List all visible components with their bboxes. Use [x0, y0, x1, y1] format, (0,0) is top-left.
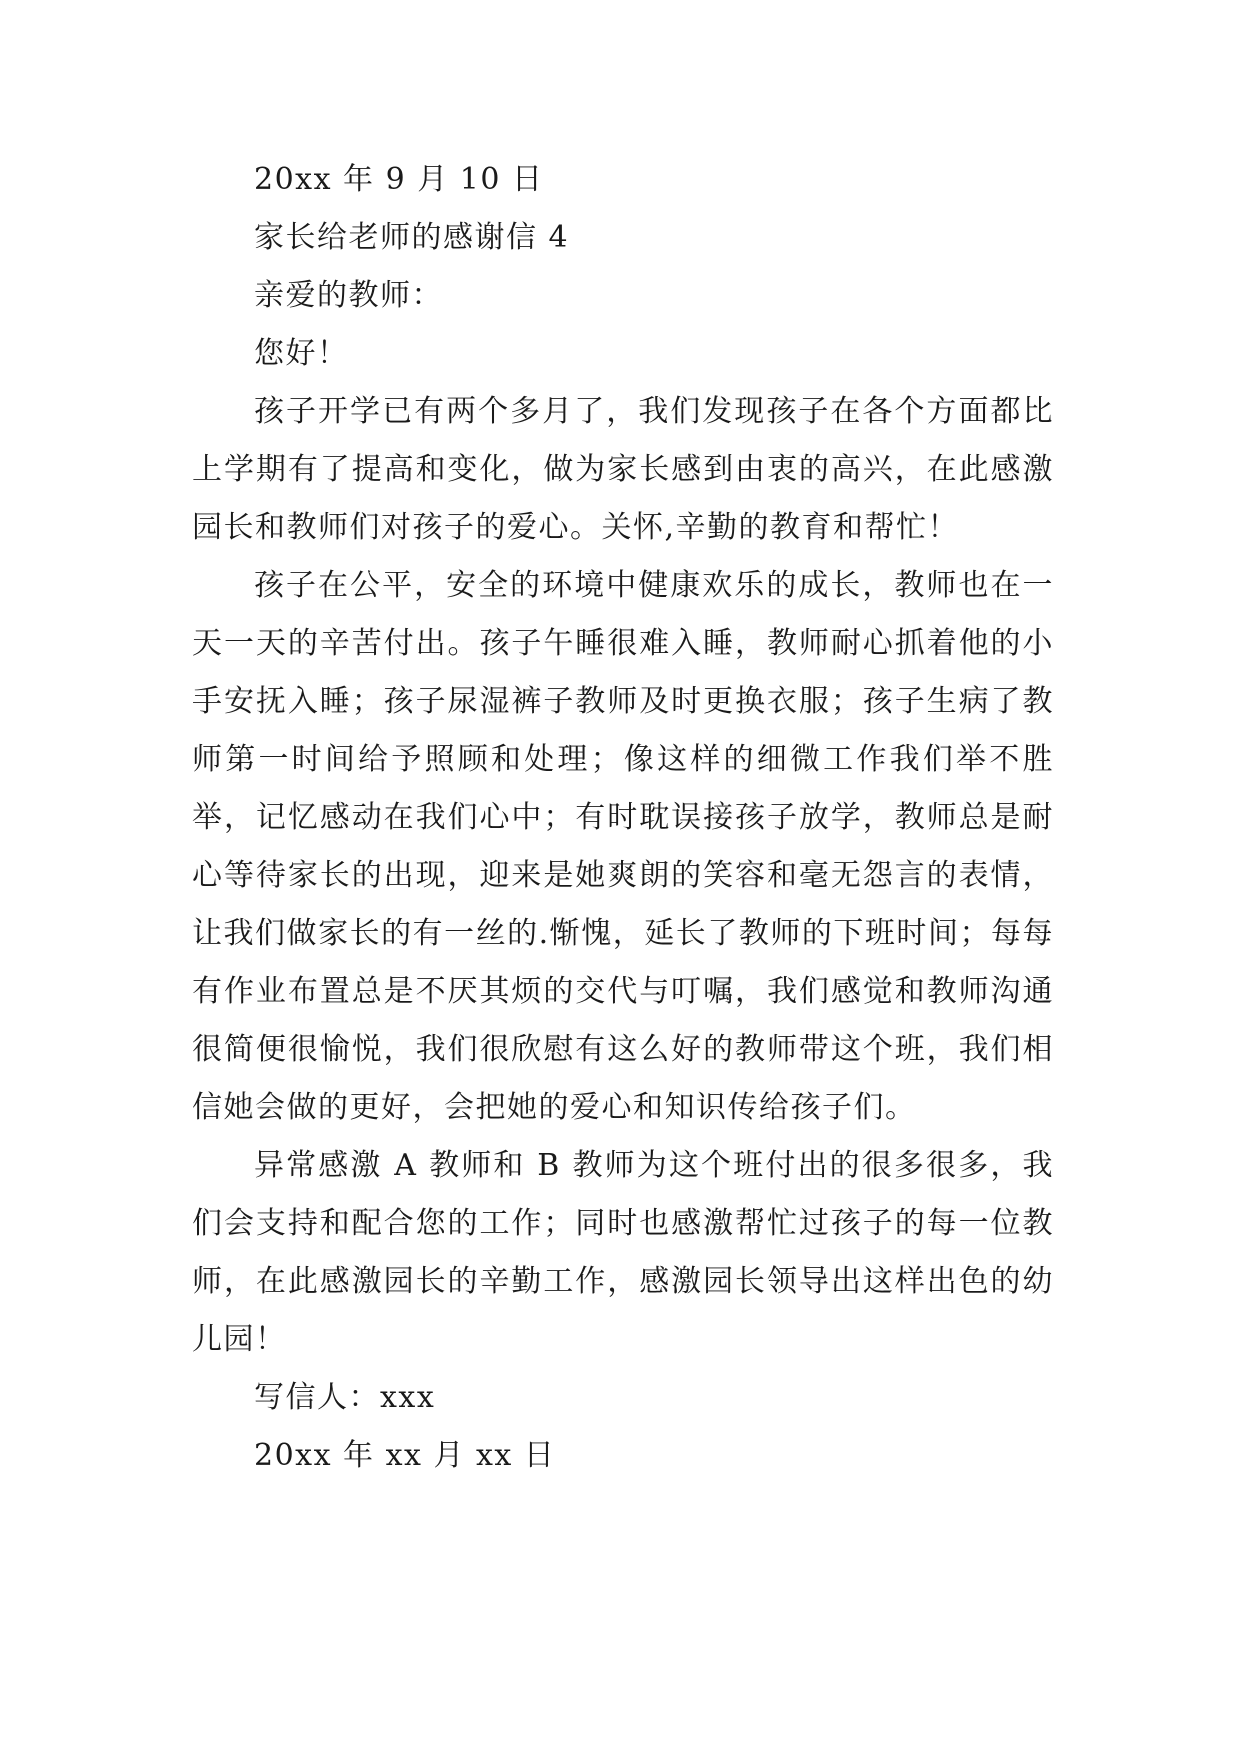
- paragraph: 孩子在公平，安全的环境中健康欢乐的成长，教师也在一天一天的辛苦付出。孩子午睡很难入睡，教师耐心抓着他的小手安抚入睡；孩子尿湿裤子教师及时更换衣服；孩子生病了教师第一时间给予照顾和处理；像这样的细微工作我们举不胜举，记忆感动在我们心中；有时耽误接孩子放学，教师总是耐心等待家长的出现，迎来是她爽朗的笑容和毫无怨言的表情，让我们做家长的有一丝的.惭愧，延长了教师的下班时间；每每有作业布置总是不厌其烦的交代与叮嘱，我们感觉和教师沟通很简便很愉悦，我们很欣慰有这么好的教师带这个班，我们相信她会做的更好，会把她的爱心和知识传给孩子们。: [192, 568, 1054, 1125]
- salutation: 亲爱的教师：: [254, 278, 443, 313]
- signature: 写信人：xxx: [254, 1380, 436, 1415]
- paragraph: 异常感激 A 教师和 B 教师为这个班付出的很多很多，我们会支持和配合您的工作；同时也感激帮忙过孩子的每一位教师，在此感激园长的辛勤工作，感激园长领导出这样出色的幼儿园！: [192, 1148, 1054, 1357]
- paragraph: 孩子开学已有两个多月了，我们发现孩子在各个方面都比上学期有了提高和变化，做为家长感到由衷的高兴，在此感激园长和教师们对孩子的爱心。关怀,辛勤的教育和帮忙！: [192, 394, 1054, 545]
- letter-title: 家长给老师的感谢信 4: [254, 220, 570, 255]
- signature-date: 20xx 年 xx 月 xx 日: [254, 1438, 556, 1473]
- previous-letter-date: 20xx 年 9 月 10 日: [254, 162, 544, 197]
- letter-body: [192, 151, 1054, 1485]
- greeting: 您好！: [254, 336, 349, 371]
